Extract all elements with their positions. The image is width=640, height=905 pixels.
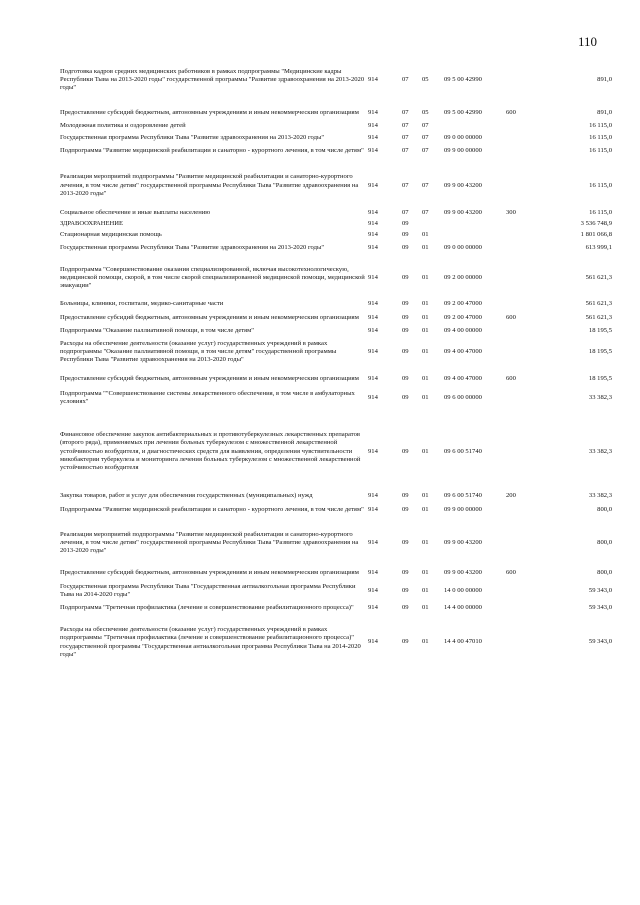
table-row	[60, 324, 612, 337]
cell-pr: 05	[422, 108, 429, 116]
cell-csr: 09 2 00 47000	[444, 300, 482, 308]
cell-sum: 3 536 748,9	[580, 220, 612, 228]
cell-rz: 07	[402, 134, 409, 142]
table-row	[60, 337, 612, 367]
cell-name: Подпрограмма "Оказание паллиативной помощи, в том числе детям"	[60, 326, 254, 334]
cell-name: Молодежная политика и оздоровление детей	[60, 121, 186, 129]
cell-sum: 1 801 066,8	[580, 231, 612, 239]
cell-rz: 09	[402, 300, 409, 308]
cell-rz: 09	[402, 505, 409, 513]
cell-sum: 16 115,0	[589, 121, 612, 129]
cell-ved: 914	[368, 447, 378, 455]
cell-pr: 01	[422, 326, 429, 334]
cell-pr: 01	[422, 300, 429, 308]
cell-pr: 01	[422, 393, 429, 401]
cell-vr	[506, 219, 536, 230]
cell-ved: 914	[368, 121, 378, 129]
cell-name: Государственная программа Республики Тыва "Развитие здравоохранения на 2013-2020 годы"	[60, 243, 325, 251]
page-number: 110	[578, 34, 598, 49]
cell-vr	[506, 580, 536, 601]
cell-rz: 07	[402, 147, 409, 155]
cell-ved: 914	[368, 638, 378, 646]
cell-csr: 09 9 00 00000	[444, 147, 482, 155]
table-row	[60, 311, 612, 324]
cell-vr	[506, 157, 536, 200]
cell-csr: 09 9 00 43200	[444, 209, 482, 217]
cell-csr: 14 0 00 00000	[444, 586, 482, 594]
cell-ved: 914	[368, 569, 378, 577]
table-row	[60, 503, 612, 516]
cell-rz: 07	[402, 209, 409, 217]
cell-csr: 09 0 00 00000	[444, 134, 482, 142]
cell-ved: 914	[368, 393, 378, 401]
cell-sum: 891,0	[597, 76, 612, 84]
cell-name: Реализация мероприятий подпрограммы "Развитие медицинской реабилитации и санаторно-курортного лечения, в том числе детям" государственной программы Республики Тыва "Развитие здравоохранения на 2013-2020 годы"	[60, 530, 359, 555]
cell-pr: 01	[422, 505, 429, 513]
cell-rz: 09	[402, 313, 409, 321]
cell-name: ЗДРАВООХРАНЕНИЕ	[60, 220, 124, 228]
cell-vr: 300	[506, 209, 516, 217]
table-row	[60, 601, 612, 614]
cell-name: Стационарная медицинская помощь	[60, 231, 162, 239]
cell-sum: 561 621,3	[585, 300, 612, 308]
cell-pr	[422, 219, 444, 230]
cell-ved: 914	[368, 231, 378, 239]
cell-rz: 09	[402, 538, 409, 546]
cell-pr: 07	[422, 134, 429, 142]
cell-vr	[506, 601, 536, 614]
cell-csr: 14 4 00 47010	[444, 638, 482, 646]
cell-vr	[506, 516, 536, 558]
cell-rz: 09	[402, 586, 409, 594]
cell-vr	[506, 242, 536, 254]
cell-vr: 200	[506, 492, 516, 500]
cell-vr	[506, 230, 536, 241]
cell-pr: 01	[422, 313, 429, 321]
cell-rz: 09	[402, 569, 409, 577]
cell-pr: 01	[422, 586, 429, 594]
cell-rz: 09	[402, 447, 409, 455]
cell-csr: 09 4 00 00000	[444, 326, 482, 334]
cell-pr: 01	[422, 492, 429, 500]
table-row	[60, 614, 612, 661]
table-row	[60, 219, 612, 230]
cell-sum: 16 115,0	[589, 209, 612, 217]
cell-csr: 09 9 00 43200	[444, 538, 482, 546]
cell-name: Подпрограмма ""Совершенствование системы лекарственного обеспечения, в том числе в амбулаторных условиях"	[60, 389, 355, 406]
cell-rz: 09	[402, 374, 409, 382]
cell-ved: 914	[368, 243, 378, 251]
cell-sum: 33 382,3	[588, 447, 612, 455]
table-row	[60, 144, 612, 157]
cell-rz: 09	[402, 231, 409, 239]
cell-ved: 914	[368, 505, 378, 513]
cell-pr: 05	[422, 76, 429, 84]
cell-sum: 561 621,3	[585, 274, 612, 282]
cell-ved: 914	[368, 313, 378, 321]
table-row	[60, 516, 612, 558]
cell-csr	[444, 119, 506, 132]
cell-csr	[444, 219, 506, 230]
cell-sum: 16 115,0	[589, 147, 612, 155]
cell-vr	[506, 119, 536, 132]
cell-ved: 914	[368, 147, 378, 155]
cell-sum: 800,0	[597, 569, 612, 577]
cell-pr: 01	[422, 274, 429, 282]
cell-rz: 07	[402, 181, 409, 189]
cell-sum: 59 343,0	[588, 586, 612, 594]
cell-name: Подпрограмма "Совершенствование оказания специализированной, включая высокотехнологическую, медицинской помощи, скорой, в том числе скорой специализированной медицинской помощи, медицинской эвакуации"	[60, 265, 365, 290]
cell-pr: 07	[422, 121, 429, 129]
cell-vr	[506, 68, 536, 95]
cell-csr: 09 4 00 47000	[444, 348, 482, 356]
cell-sum: 33 382,3	[588, 393, 612, 401]
cell-name: Предоставление субсидий бюджетным, автономным учреждениям и иным некоммерческим организациям	[60, 374, 359, 382]
cell-vr	[506, 144, 536, 157]
cell-vr	[506, 614, 536, 661]
cell-csr: 14 4 00 00000	[444, 603, 482, 611]
table-row	[60, 367, 612, 385]
cell-sum: 33 382,3	[588, 492, 612, 500]
cell-ved: 914	[368, 274, 378, 282]
cell-sum: 16 115,0	[589, 181, 612, 189]
table-row	[60, 230, 612, 241]
cell-pr: 01	[422, 569, 429, 577]
cell-sum: 59 343,0	[588, 638, 612, 646]
cell-csr: 09 9 00 43200	[444, 181, 482, 189]
cell-name: Предоставление субсидий бюджетным, автономным учреждениям и иным некоммерческим организациям	[60, 569, 359, 577]
cell-rz: 09	[402, 393, 409, 401]
cell-rz: 09	[402, 638, 409, 646]
cell-pr: 07	[422, 209, 429, 217]
cell-sum: 561 621,3	[585, 313, 612, 321]
cell-pr: 01	[422, 231, 429, 239]
cell-pr: 01	[422, 447, 429, 455]
cell-name: Расходы на обеспечение деятельности (оказание услуг) государственных учреждений в рамках подпрограммы "Третичная профилактика (лечение и совершенствование реабилитационного процесса)" государственной программы "Государственная антиалкогольная программа Республики Тыва на 2014-2020 годы"	[60, 626, 361, 658]
cell-csr: 09 6 00 51740	[444, 492, 482, 500]
cell-pr: 01	[422, 538, 429, 546]
cell-rz: 07	[402, 108, 409, 116]
cell-sum: 18 195,5	[588, 374, 612, 382]
cell-name: Расходы на обеспечение деятельности (оказание услуг) государственных учреждений в рамках подпрограммы "Оказание паллиативной помощи, в том числе детям" государственной программы Республики Тыва "Развитие здравоохранения на 2013-2020 годы"	[60, 340, 337, 364]
cell-vr	[506, 337, 536, 367]
cell-csr: 09 9 00 43200	[444, 569, 482, 577]
cell-rz: 09	[402, 220, 409, 228]
table-row	[60, 157, 612, 200]
cell-csr: 09 5 00 42990	[444, 108, 482, 116]
cell-vr	[506, 324, 536, 337]
cell-csr: 09 0 00 00000	[444, 243, 482, 251]
cell-ved: 914	[368, 300, 378, 308]
table-row	[60, 408, 612, 474]
cell-name: Подпрограмма "Развитие медицинской реабилитации и санаторно - курортного лечения, в том числе детям"	[60, 147, 364, 155]
cell-ved: 914	[368, 586, 378, 594]
cell-pr: 01	[422, 374, 429, 382]
cell-csr: 09 9 00 00000	[444, 505, 482, 513]
cell-ved: 914	[368, 134, 378, 142]
cell-ved: 914	[368, 108, 378, 116]
cell-ved: 914	[368, 326, 378, 334]
cell-sum: 16 115,0	[589, 134, 612, 142]
cell-name: Финансовое обеспечение закупок антибактериальных и противотуберкулезных лекарственных препаратов (второго ряда), применяемых при лечении больных туберкулезом с множественной лекарственной устойчивостью возбудителя, и диагностических средств для выявления, определения чувствительности микобактерии туберкулеза и мониторинга лечения больных туберкулезом с множественной лекарственной устойчивостью возбудителя	[60, 431, 361, 472]
cell-rz: 07	[402, 121, 409, 129]
cell-name: Закупка товаров, работ и услуг для обеспечения государственных (муниципальных) нужд	[60, 492, 313, 500]
cell-csr	[444, 230, 506, 241]
cell-ved: 914	[368, 181, 378, 189]
cell-name: Подпрограмма "Третичная профилактика (лечение и совершенствование реабилитационного процесса)"	[60, 603, 354, 611]
cell-ved: 914	[368, 348, 378, 356]
table-row	[60, 580, 612, 601]
cell-vr: 600	[506, 374, 516, 382]
cell-ved: 914	[368, 603, 378, 611]
cell-ved: 914	[368, 374, 378, 382]
cell-sum: 59 343,0	[588, 603, 612, 611]
cell-csr: 09 5 00 42990	[444, 76, 482, 84]
cell-ved: 914	[368, 492, 378, 500]
cell-name: Предоставление субсидий бюджетным, автономным учреждениям и иным некоммерческим организациям	[60, 313, 359, 321]
cell-name: Социальное обеспечение и иные выплаты населению	[60, 209, 211, 217]
table-row	[60, 200, 612, 219]
cell-pr: 01	[422, 638, 429, 646]
table-row	[60, 292, 612, 310]
table-row	[60, 119, 612, 132]
cell-rz: 09	[402, 326, 409, 334]
table-row	[60, 254, 612, 293]
cell-rz: 09	[402, 243, 409, 251]
table-row	[60, 557, 612, 579]
cell-rz: 09	[402, 274, 409, 282]
cell-rz: 09	[402, 348, 409, 356]
table-row	[60, 385, 612, 408]
table-row	[60, 474, 612, 502]
cell-vr	[506, 292, 536, 310]
cell-ved: 914	[368, 220, 378, 228]
cell-csr: 09 2 00 47000	[444, 313, 482, 321]
cell-rz: 07	[402, 76, 409, 84]
cell-name: Подпрограмма "Развитие медицинской реабилитации и санаторно - курортного лечения, в том числе детям"	[60, 505, 364, 513]
cell-vr	[506, 408, 536, 474]
cell-sum: 800,0	[597, 505, 612, 513]
cell-vr	[506, 503, 536, 516]
cell-name: Больницы, клиники, госпитали, медико-санитарные части	[60, 300, 224, 308]
cell-name: Государственная программа Республики Тыва "Развитие здравоохранения на 2013-2020 годы"	[60, 134, 325, 142]
cell-name: Реализация мероприятий подпрограммы "Развитие медицинской реабилитации и санаторно-курортного лечения, в том числе детям" государственной программы Республики Тыва "Развитие здравоохранения на 2013-2020 годы"	[60, 173, 359, 197]
cell-vr: 600	[506, 108, 516, 116]
cell-vr	[506, 385, 536, 408]
cell-pr: 01	[422, 243, 429, 251]
cell-ved: 914	[368, 76, 378, 84]
cell-sum: 18 195,5	[588, 326, 612, 334]
cell-pr: 01	[422, 348, 429, 356]
cell-pr: 07	[422, 181, 429, 189]
cell-sum: 18 195,5	[588, 348, 612, 356]
cell-rz: 09	[402, 492, 409, 500]
cell-pr: 01	[422, 603, 429, 611]
cell-vr: 600	[506, 569, 516, 577]
cell-pr: 07	[422, 147, 429, 155]
cell-ved: 914	[368, 209, 378, 217]
cell-name: Государственная программа Республики Тыва "Государственная антиалкогольная программа Республики Тыва на 2014-2020 годы"	[60, 582, 356, 598]
cell-ved: 914	[368, 538, 378, 546]
table-row	[60, 132, 612, 144]
table-row	[60, 242, 612, 254]
cell-name: Подготовка кадров средних медицинских работников в рамках подпрограммы "Медицинские кадры Республики Тыва на 2013-2020 годы" государственной программы "Развитие здравоохранения на 2013-2020 годы"	[60, 68, 365, 92]
cell-csr: 09 6 00 00000	[444, 393, 482, 401]
cell-csr: 09 2 00 00000	[444, 274, 482, 282]
table-row	[60, 68, 612, 95]
cell-vr: 600	[506, 313, 516, 321]
cell-name: Предоставление субсидий бюджетным, автономным учреждениям и иным некоммерческим организациям	[60, 108, 359, 116]
cell-vr	[506, 254, 536, 293]
table-row	[60, 95, 612, 119]
cell-sum: 613 999,1	[585, 243, 612, 251]
cell-csr: 09 4 00 47000	[444, 374, 482, 382]
cell-sum: 800,0	[597, 538, 612, 546]
cell-rz: 09	[402, 603, 409, 611]
budget-table	[60, 68, 612, 661]
cell-csr: 09 6 00 51740	[444, 447, 482, 455]
cell-vr	[506, 132, 536, 144]
cell-sum: 891,0	[597, 108, 612, 116]
